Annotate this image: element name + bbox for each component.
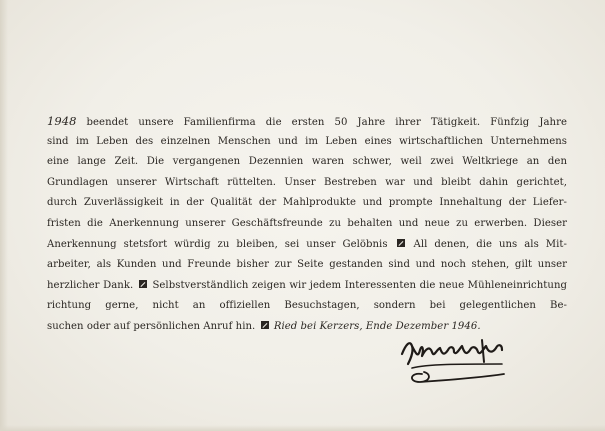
letter-line-7-before: Anerkennung stetsfort würdig zu bleiben, sei unser Gelöbnis bbox=[47, 238, 388, 250]
letter-line-11-before: suchen oder auf persönlichen Anruf hin. bbox=[47, 320, 256, 332]
paper-edge-shadow-bottom bbox=[0, 425, 605, 431]
letter-line-9-before: herzlicher Dank. bbox=[47, 279, 134, 291]
paragraph-mark-icon bbox=[261, 321, 269, 329]
letter-line-4: Grundlagen unserer Wirtschaft rüttelten. Unser Bestreben war und bleibt dahin gerichtet, bbox=[47, 176, 567, 188]
letter-line-6: fristen die Anerkennung unserer Geschäftsfreunde zu behalten und neue zu erwerben. Dieser bbox=[47, 217, 567, 229]
letter-body bbox=[47, 111, 567, 338]
letter-line-7-after: All denen, die uns als Mit- bbox=[413, 238, 567, 250]
paragraph-mark-icon bbox=[397, 239, 405, 247]
paragraph-mark-icon bbox=[139, 280, 147, 288]
letter-line-2: sind im Leben des einzelnen Menschen und im Leben eines wirtschaftlichen Unternehmens bbox=[47, 135, 567, 147]
letter-line-9-after: Selbstverständlich zeigen wir jedem Interessenten die neue Mühleneinrichtung bbox=[152, 279, 567, 291]
letter-line-7 bbox=[47, 235, 567, 256]
letter-line-8: arbeiter, als Kunden und Freunde bisher zur Seite gestanden sind und noch stehen, gilt unser bbox=[47, 259, 567, 271]
letter-line-9 bbox=[47, 276, 567, 297]
letter-line-3: eine lange Zeit. Die vergangenen Dezennien waren schwer, weil zwei Weltkriege an den bbox=[47, 156, 567, 168]
letter-line-1 bbox=[47, 111, 567, 132]
letter-line-5: durch Zuverlässigkeit in der Qualität der Mahlprodukte und prompte Innehaltung der Liefer- bbox=[47, 197, 567, 209]
letter-line-1-text: beendet unsere Familienfirma die ersten 50 Jahre ihrer Tätigkeit. Fünfzig Jahre bbox=[76, 117, 567, 128]
letter-closing-place-date: Ried bei Kerzers, Ende Dezember 1946. bbox=[273, 320, 481, 332]
handwritten-signature bbox=[398, 334, 518, 392]
letter-line-10: richtung gerne, nicht an offiziellen Besuchstagen, sondern bei gelegentlichen Be- bbox=[47, 300, 567, 312]
paper-edge-shadow-left bbox=[0, 0, 8, 431]
letter-year: 1948 bbox=[47, 114, 77, 128]
